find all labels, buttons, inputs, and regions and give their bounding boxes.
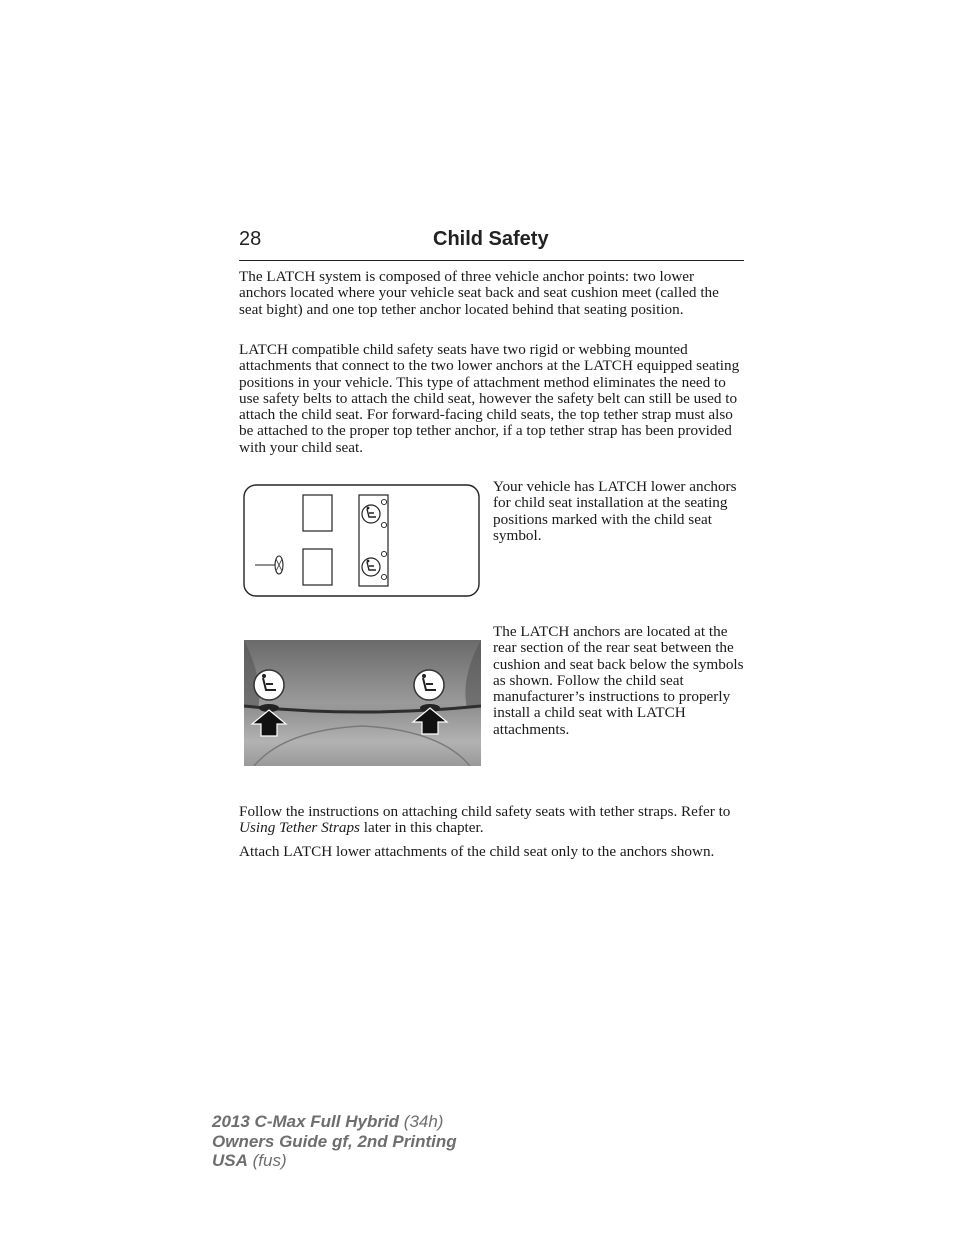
front-seat-right (303, 495, 332, 531)
child-seat-icon (362, 505, 380, 523)
vehicle-seat-layout-diagram (243, 484, 480, 597)
section-title: Child Safety (433, 228, 549, 250)
paragraph-text: Follow the instructions on attaching child safety seats with tether straps. Refer to (239, 803, 731, 820)
paragraph-anchor-location: The LATCH anchors are located at the rear section of the rear seat between the cushion and seat back below the symbols as shown. Follow the child seat manufacturer’s instructions to properly install a child seat with LATCH attachments. (493, 623, 744, 738)
child-seat-icon (254, 670, 284, 700)
anchor-point (381, 551, 386, 556)
footer-line-1: 2013 C-Max Full Hybrid (34h) (212, 1112, 444, 1131)
anchor-point (381, 574, 386, 579)
paragraph-latch-system: The LATCH system is composed of three vehicle anchor points: two lower anchors located where your vehicle seat back and seat cushion meet (called the seat bight) and one top tether anchor located behind that seating position. (239, 268, 719, 318)
rear-seat-latch-anchor-photo (244, 640, 481, 766)
paragraph-lower-anchors: Your vehicle has LATCH lower anchors for child seat installation at the seating positions marked with the child seat symbol. (493, 478, 737, 544)
footer-line-2: Owners Guide gf, 2nd Printing (212, 1131, 457, 1151)
cross-reference-link[interactable]: Using Tether Straps (239, 819, 360, 837)
page-number: 28 (239, 228, 262, 250)
paragraph-attach-latch: Attach LATCH lower attachments of the child seat only to the anchors shown. (239, 843, 715, 860)
paragraph-latch-compatible: LATCH compatible child safety seats have two rigid or webbing mounted attachments that connect to the two lower anchors at the LATCH equipped seating positions in your vehicle. This type of attachment method eliminates the need to use safety belts to attach the child seat, however the safety belt can still be used to attach the child seat. For forward-facing child seats, the top tether strap must also be attached to the proper top tether anchor, if a top tether strap has been provided with your child seat. (239, 341, 740, 456)
page-footer (212, 1112, 457, 1171)
footer-line-3: USA (fus) (212, 1151, 287, 1170)
anchor-point (381, 522, 386, 527)
anchor-point (381, 499, 386, 504)
paragraph-text: later in this chapter. (359, 819, 484, 837)
page-header (239, 228, 744, 261)
child-seat-icon (414, 670, 444, 700)
paragraph-tether-straps (239, 804, 744, 837)
front-seat-left (303, 549, 332, 585)
child-seat-icon (362, 558, 380, 576)
